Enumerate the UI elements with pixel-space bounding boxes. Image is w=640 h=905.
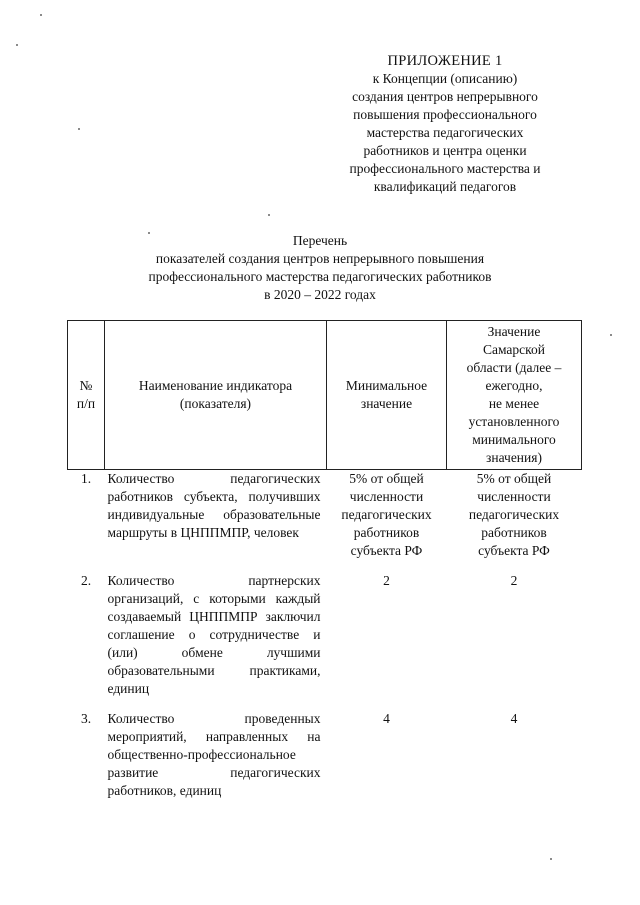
document-title <box>60 232 580 304</box>
row-minimum-line: 2 <box>383 573 390 588</box>
row-number: 1. <box>80 471 92 486</box>
header-samara-line: области (далее – <box>466 360 562 375</box>
table-header-row <box>68 321 582 470</box>
row-minimum-line: работников <box>353 525 420 540</box>
row-minimum <box>327 710 447 812</box>
appendix-line: мастерства педагогических <box>366 125 524 140</box>
header-samara-line: значения) <box>486 450 542 465</box>
table-row <box>68 710 582 812</box>
table-row <box>68 572 582 710</box>
header-samara <box>447 321 582 470</box>
appendix-heading: ПРИЛОЖЕНИЕ 1 <box>387 53 503 69</box>
header-number-line: № <box>79 378 93 393</box>
row-minimum <box>327 572 447 710</box>
scan-speck <box>610 334 612 336</box>
row-minimum-line: педагогических <box>341 507 432 522</box>
header-number <box>68 321 105 470</box>
row-samara <box>447 470 582 573</box>
header-minimum <box>327 321 447 470</box>
scan-speck <box>268 214 270 216</box>
appendix-line: создания центров непрерывного <box>352 89 538 104</box>
header-number-line: п/п <box>76 396 96 411</box>
header-indicator <box>105 321 327 470</box>
title-line: в 2020 – 2022 годах <box>264 287 376 302</box>
appendix-line: профессионального мастерства и <box>349 161 541 176</box>
header-samara-line: не менее <box>488 396 540 411</box>
title-line: показателей создания центров непрерывного повышения <box>155 251 485 266</box>
scan-speck <box>40 14 42 16</box>
row-samara-line: субъекта РФ <box>478 543 550 558</box>
row-samara <box>447 710 582 812</box>
row-minimum-line: численности <box>349 489 424 504</box>
appendix-line: квалификаций педагогов <box>373 179 517 194</box>
header-indicator-line: (показателя) <box>179 396 252 411</box>
row-samara-line: численности <box>477 489 551 504</box>
row-indicator: Количество партнерских организаций, с которыми каждый создаваемый ЦНППМПР заключил соглашение о сотрудничестве и (или) обмене лучшими образовательными практиками, единиц <box>107 573 321 696</box>
row-samara-line: работников <box>481 525 547 540</box>
row-minimum <box>327 470 447 573</box>
scan-speck <box>148 232 150 234</box>
row-samara-line: 5% от общей <box>476 471 552 486</box>
header-minimum-line: Минимальное <box>345 378 428 393</box>
table-row <box>68 470 582 573</box>
row-minimum-line: 5% от общей <box>349 471 424 486</box>
row-samara <box>447 572 582 710</box>
row-indicator: Количество педагогических работников субъекта, получивших индивидуальные образовательные маршруты в ЦНППМПР, человек <box>107 471 321 540</box>
header-samara-line: Значение <box>487 324 541 339</box>
appendix-line: работников и центра оценки <box>363 143 527 158</box>
row-samara-line: педагогических <box>468 507 560 522</box>
appendix-header <box>330 52 560 196</box>
scan-speck <box>78 128 80 130</box>
header-samara-line: Самарской <box>482 342 546 357</box>
header-samara-line: установленного <box>468 414 560 429</box>
header-indicator-line: Наименование индикатора <box>138 378 293 393</box>
row-number: 2. <box>80 573 92 588</box>
indicators-table <box>67 320 582 812</box>
appendix-line: к Концепции (описанию) <box>372 71 518 86</box>
row-samara-line: 4 <box>510 711 518 726</box>
scan-speck <box>550 858 552 860</box>
header-samara-line: минимального <box>472 432 556 447</box>
row-minimum-line: 4 <box>383 711 390 726</box>
header-minimum-line: значение <box>360 396 413 411</box>
appendix-line: повышения профессионального <box>353 107 537 122</box>
row-minimum-line: субъекта РФ <box>350 543 423 558</box>
row-samara-line: 2 <box>510 573 518 588</box>
title-heading: Перечень <box>292 233 348 248</box>
header-samara-line: ежегодно, <box>485 378 543 393</box>
row-number: 3. <box>80 711 92 726</box>
scan-speck <box>16 44 18 46</box>
title-line: профессионального мастерства педагогических работников <box>148 269 492 284</box>
row-indicator: Количество проведенных мероприятий, направленных на общественно-профессиональное развитие педагогических работников, единиц <box>107 711 321 798</box>
